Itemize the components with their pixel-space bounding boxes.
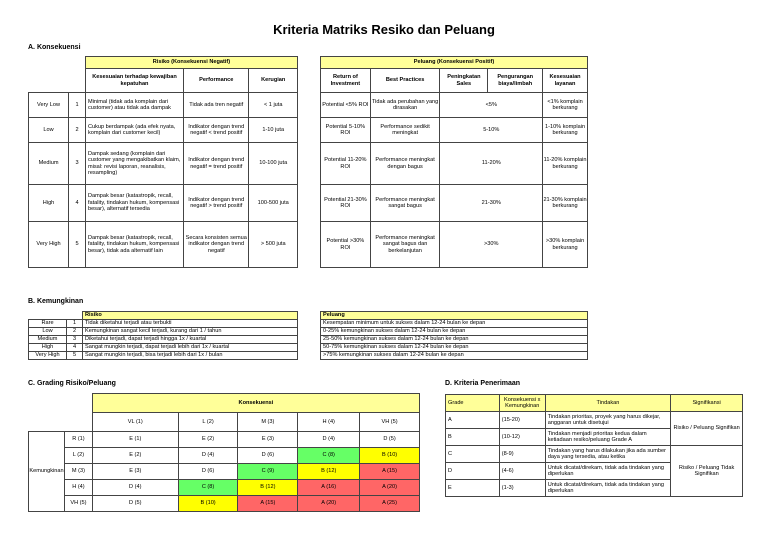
matrix-cell: A (20) [298, 496, 360, 512]
risk-likelihood-table [28, 311, 298, 360]
kepatuhan-cell: Dampak besar (katastropik, recall, fatality, tindakan hukum, kompensasi besar), tidak ada alternatif lain [85, 222, 183, 268]
sales-biaya-cell: >30% [440, 222, 543, 268]
roi-cell: Potential 5-10% ROI [321, 118, 371, 143]
table-row [446, 412, 743, 429]
opportunity-likelihood-table [320, 311, 588, 360]
level-number: 2 [67, 328, 83, 336]
table-row [29, 320, 298, 328]
matrix-row-header: H (4) [64, 480, 92, 496]
matrix-cell: A (20) [360, 480, 420, 496]
section-d-heading: D. Kriteria Penerimaan [445, 380, 521, 387]
opportunity-likelihood-cell: 25-50% kemungkinan sukses dalam 12-24 bulan ke depan [321, 336, 588, 344]
col-tindakan: Tindakan [545, 395, 671, 412]
table-row [321, 352, 588, 360]
level-label: High [29, 344, 67, 352]
likelihood-risk-header: Risiko [83, 312, 298, 320]
section-a-heading: A. Konsekuensi [28, 44, 81, 51]
sales-biaya-cell: 21-30% [440, 185, 543, 222]
matrix-cell: D (4) [92, 480, 178, 496]
matrix-col-header: L (2) [178, 413, 238, 432]
matrix-cell: A (16) [298, 480, 360, 496]
level-number: 3 [69, 143, 86, 185]
table-row [321, 93, 588, 118]
matrix-cell: C (8) [298, 448, 360, 464]
table-row [29, 185, 298, 222]
roi-cell: Potential >30% ROI [321, 222, 371, 268]
risk-header: Risiko (Konsekuensi Negatif) [85, 57, 297, 69]
kerugian-cell: 1-10 juta [249, 118, 298, 143]
matrix-col-header: M (3) [238, 413, 298, 432]
kemungkinan-label: Kemungkinan [29, 432, 65, 512]
table-row [29, 93, 298, 118]
matrix-cell: E (2) [92, 448, 178, 464]
layanan-cell: >30% komplain berkurang [543, 222, 588, 268]
signifikan-cell: Risiko / Peluang Signifikan [671, 412, 743, 446]
matrix-row [29, 432, 420, 448]
opportunity-likelihood-cell: 0-25% kemungkinan sukses dalam 12-24 bulan ke depan [321, 328, 588, 336]
performance-cell: Indikator dengan trend negatif = trend positif [184, 143, 249, 185]
best-practice-cell: Performance meningkat sangat bagus [370, 185, 440, 222]
risk-likelihood-cell: Kemungkinan sangat kecil terjadi, kurang dari 1 / tahun [83, 328, 298, 336]
matrix-cell: D (5) [92, 496, 178, 512]
col-biaya: Pengurangan biaya/limbah [488, 69, 543, 93]
best-practice-cell: Performance sedikit meningkat [370, 118, 440, 143]
level-label: Very High [29, 352, 67, 360]
roi-cell: Potential 11-20% ROI [321, 143, 371, 185]
matrix-row [29, 480, 420, 496]
matrix-cell: D (5) [360, 432, 420, 448]
opportunity-likelihood-cell: Kesempatan minimum untuk sukses dalam 12-24 bulan ke depan [321, 320, 588, 328]
col-kepatuhan: Kesesuaian terhadap kewajiban kepatuhan [85, 69, 183, 93]
table-row [321, 328, 588, 336]
range-cell: (10-12) [499, 429, 545, 446]
table-row [321, 344, 588, 352]
table-row [321, 118, 588, 143]
table-row [321, 185, 588, 222]
matrix-cell: B (12) [298, 464, 360, 480]
table-row [29, 352, 298, 360]
risk-likelihood-cell: Tidak diketahui terjadi atau terbukti [83, 320, 298, 328]
layanan-cell: <1% komplain berkurang [543, 93, 588, 118]
col-layanan: Kesesuaian layanan [543, 69, 588, 93]
konsekuensi-header: Konsekuensi [92, 394, 419, 413]
kerugian-cell: 100-500 juta [249, 185, 298, 222]
range-cell: (4-6) [499, 463, 545, 480]
kerugian-cell: > 500 juta [249, 222, 298, 268]
performance-cell: Tidak ada tren negatif [184, 93, 249, 118]
level-number: 3 [67, 336, 83, 344]
performance-cell: Indikator dengan trend negatif > trend positif [184, 185, 249, 222]
matrix-cell: E (3) [238, 432, 298, 448]
grade-cell: C [446, 446, 500, 463]
range-cell: (8-9) [499, 446, 545, 463]
col-kerugian: Kerugian [249, 69, 298, 93]
table-row [321, 143, 588, 185]
matrix-cell: D (4) [178, 448, 238, 464]
table-row [321, 320, 588, 328]
kerugian-cell: < 1 juta [249, 93, 298, 118]
kepatuhan-cell: Dampak besar (katastropik, recall, fatality, tindakan hukum, kompensasi besar), alternatif tersedia [85, 185, 183, 222]
grade-cell: E [446, 480, 500, 497]
level-number: 4 [67, 344, 83, 352]
table-row [29, 222, 298, 268]
matrix-cell: C (9) [238, 464, 298, 480]
section-c-heading: C. Grading Risiko/Peluang [28, 380, 116, 387]
matrix-row [29, 464, 420, 480]
tindakan-cell: Tindakan menjadi prioritas kedua dalam ketiadaan resiko/peluang Grade A [545, 429, 671, 446]
level-label: High [29, 185, 69, 222]
grade-cell: A [446, 412, 500, 429]
col-performance: Performance [184, 69, 249, 93]
matrix-cell: B (12) [238, 480, 298, 496]
level-number: 4 [69, 185, 86, 222]
grading-matrix [28, 393, 420, 512]
layanan-cell: 21-30% komplain berkurang [543, 185, 588, 222]
matrix-col-header: H (4) [298, 413, 360, 432]
roi-cell: Potential <5% ROI [321, 93, 371, 118]
matrix-row-header: VH (5) [64, 496, 92, 512]
col-sales: Peningkatan Sales [440, 69, 488, 93]
level-number: 2 [69, 118, 86, 143]
tidak-signifikan-cell: Risiko / Peluang Tidak Signifikan [671, 446, 743, 497]
table-row [29, 118, 298, 143]
col-kxk: Konsekuensi x Kemungkinan [499, 395, 545, 412]
table-row [29, 328, 298, 336]
likelihood-opportunity-header: Peluang [321, 312, 588, 320]
kepatuhan-cell: Dampak sedang (komplain dari customer yang mengakibatkan klaim, misal: revisi laporan, reanalisis, resampling) [85, 143, 183, 185]
risk-likelihood-cell: Sangat mungkin terjadi, dapat terjadi lebih dari 1x / kuartal [83, 344, 298, 352]
range-cell: (15-20) [499, 412, 545, 429]
table-row [321, 222, 588, 268]
level-label: Medium [29, 143, 69, 185]
level-label: Medium [29, 336, 67, 344]
matrix-row-header: M (3) [64, 464, 92, 480]
sales-biaya-cell: 11-20% [440, 143, 543, 185]
sales-biaya-cell: 5-10% [440, 118, 543, 143]
tindakan-cell: Untuk dicatat/direkam, tidak ada tindakan yang diperlukan [545, 463, 671, 480]
grade-cell: B [446, 429, 500, 446]
matrix-cell: E (2) [178, 432, 238, 448]
matrix-row-header: L (2) [64, 448, 92, 464]
kerugian-cell: 10-100 juta [249, 143, 298, 185]
roi-cell: Potential 21-30% ROI [321, 185, 371, 222]
matrix-col-header: VH (5) [360, 413, 420, 432]
matrix-cell: E (3) [92, 464, 178, 480]
level-label: Low [29, 118, 69, 143]
level-number: 1 [67, 320, 83, 328]
grade-cell: D [446, 463, 500, 480]
matrix-row [29, 496, 420, 512]
page-title: Kriteria Matriks Resiko dan Peluang [273, 22, 495, 37]
col-grade: Grade [446, 395, 500, 412]
table-row [29, 344, 298, 352]
kepatuhan-cell: Cukup berdampak (ada efek nyata, komplain dari customer kecil) [85, 118, 183, 143]
best-practice-cell: Performance meningkat dengan bagus [370, 143, 440, 185]
opportunity-likelihood-cell: >75% kemungkinan sukses dalam 12-24 bulan ke depan [321, 352, 588, 360]
layanan-cell: 1-10% komplain berkurang [543, 118, 588, 143]
matrix-cell: D (6) [238, 448, 298, 464]
layanan-cell: 11-20% komplain berkurang [543, 143, 588, 185]
risk-likelihood-cell: Sangat mungkin terjadi, bisa terjadi lebih dari 1x / bulan [83, 352, 298, 360]
performance-cell: Indikator dengan trend negatif < trend positif [184, 118, 249, 143]
section-b-heading: B. Kemungkinan [28, 298, 84, 305]
tindakan-cell: Tindakan yang harus dilakukan jika ada sumber daya yang tersedia, atau ketika [545, 446, 671, 463]
level-number: 5 [67, 352, 83, 360]
best-practice-cell: Tidak ada perubahan yang dirasakan [370, 93, 440, 118]
best-practice-cell: Performance meningkat sangat bagus dan berkelanjutan [370, 222, 440, 268]
matrix-cell: C (8) [178, 480, 238, 496]
acceptance-criteria-table [445, 394, 743, 497]
matrix-cell: A (15) [238, 496, 298, 512]
table-row [446, 446, 743, 463]
matrix-row [29, 448, 420, 464]
opportunity-header: Peluang (Konsekuensi Positif) [321, 57, 588, 69]
col-best-practices: Best Practices [370, 69, 440, 93]
level-number: 1 [69, 93, 86, 118]
matrix-cell: D (4) [298, 432, 360, 448]
table-row [29, 336, 298, 344]
level-label: Rare [29, 320, 67, 328]
matrix-cell: E (1) [92, 432, 178, 448]
kepatuhan-cell: Minimal (tidak ada komplain dari customer) atau tidak ada dampak [85, 93, 183, 118]
table-row [321, 336, 588, 344]
risk-likelihood-cell: Diketahui terjadi, dapat terjadi hingga 1x / kuartal [83, 336, 298, 344]
matrix-row-header: R (1) [64, 432, 92, 448]
matrix-col-header: VL (1) [92, 413, 178, 432]
opportunity-consequence-table [320, 56, 588, 268]
matrix-cell: A (15) [360, 464, 420, 480]
performance-cell: Secara konsisten semua indikator dengan trend negatif [184, 222, 249, 268]
sales-biaya-cell: <5% [440, 93, 543, 118]
matrix-cell: A (25) [360, 496, 420, 512]
col-roi: Return of Investment [321, 69, 371, 93]
tindakan-cell: Untuk dicatat/direkam, tidak ada tindakan yang diperlukan [545, 480, 671, 497]
tindakan-cell: Tindakan prioritas, proyek yang harus dikejar, anggaran untuk disetujui [545, 412, 671, 429]
level-label: Very High [29, 222, 69, 268]
risk-consequence-table [28, 56, 298, 268]
col-signifikansi: Signifikansi [671, 395, 743, 412]
level-number: 5 [69, 222, 86, 268]
matrix-cell: B (10) [178, 496, 238, 512]
table-row [29, 143, 298, 185]
matrix-cell: B (10) [360, 448, 420, 464]
level-label: Low [29, 328, 67, 336]
matrix-cell: D (6) [178, 464, 238, 480]
range-cell: (1-3) [499, 480, 545, 497]
level-label: Very Low [29, 93, 69, 118]
opportunity-likelihood-cell: 50-75% kemungkinan sukses dalam 12-24 bulan ke depan [321, 344, 588, 352]
